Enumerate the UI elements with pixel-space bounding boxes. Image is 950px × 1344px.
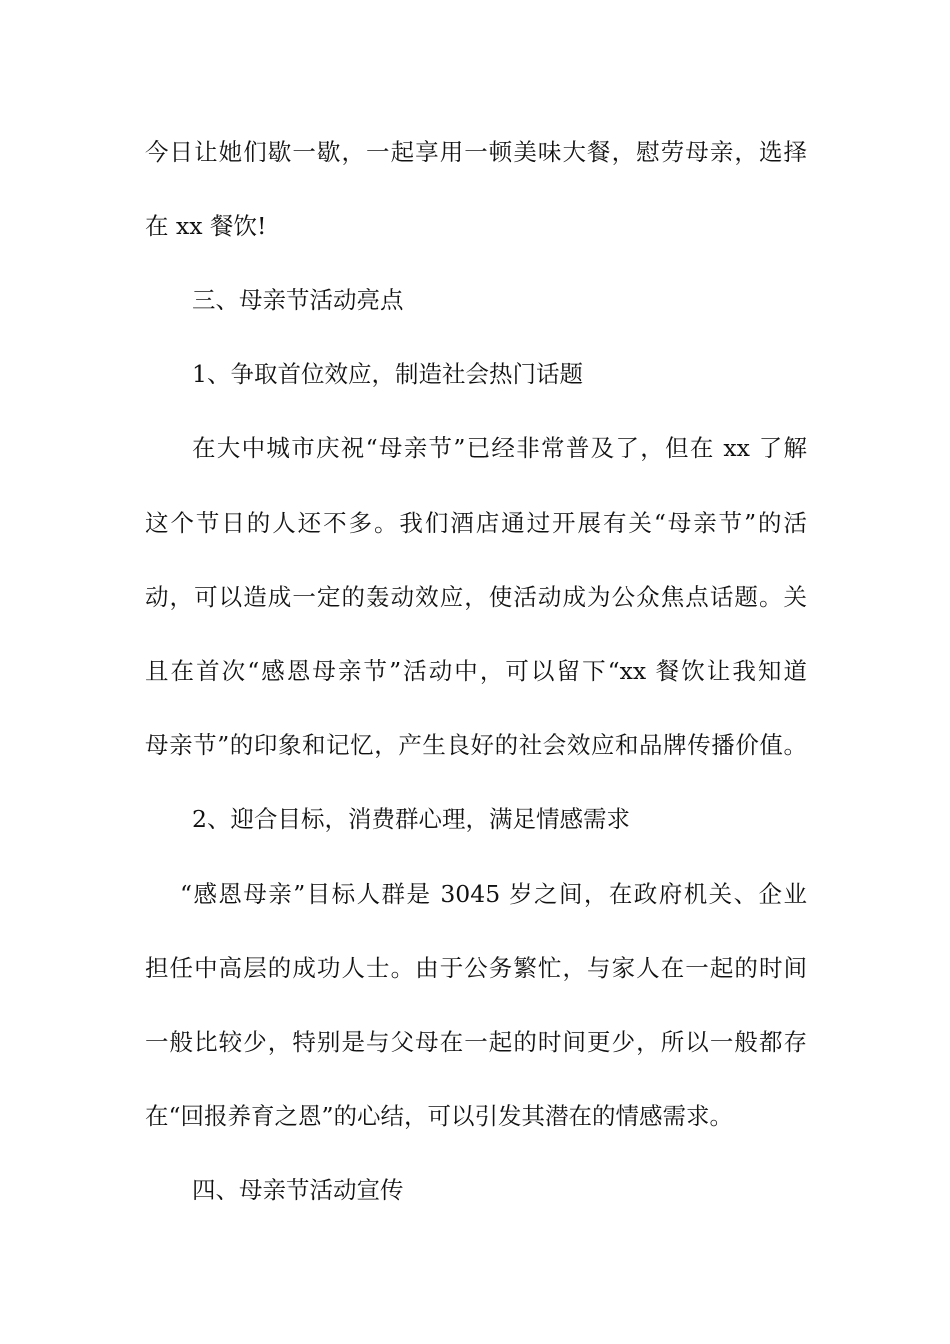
section-heading: 三、母亲节活动亮点 — [192, 286, 404, 314]
paragraph-line: 在 xx 餐饮! — [145, 212, 267, 240]
paragraph-line: 今日让她们歇一歇，一起享用一顿美味大餐，慰劳母亲，选择 — [145, 138, 807, 166]
subsection-heading: 1、争取首位效应，制造社会热门话题 — [192, 360, 583, 388]
subsection-heading: 2、迎合目标，消费群心理，满足情感需求 — [192, 805, 630, 833]
paragraph-line: 母亲节”的印象和记忆，产生良好的社会效应和品牌传播价值。 — [145, 731, 807, 759]
paragraph-line: 动，可以造成一定的轰动效应，使活动成为公众焦点话题。关 — [145, 583, 807, 611]
paragraph-line: 在大中城市庆祝“母亲节”已经非常普及了，但在 xx 了解 — [192, 434, 807, 462]
paragraph-line: 这个节日的人还不多。我们酒店通过开展有关“母亲节”的活 — [145, 509, 807, 537]
paragraph-line: “感恩母亲”目标人群是 3045 岁之间，在政府机关、企业 — [180, 880, 807, 908]
paragraph-line: 且在首次“感恩母亲节”活动中，可以留下“xx 餐饮让我知道 — [145, 657, 807, 685]
paragraph-line: 担任中高层的成功人士。由于公务繁忙，与家人在一起的时间 — [145, 954, 807, 982]
paragraph-line: 在“回报养育之恩”的心结，可以引发其潜在的情感需求。 — [145, 1102, 734, 1130]
section-heading: 四、母亲节活动宣传 — [192, 1176, 404, 1204]
paragraph-line: 一般比较少，特别是与父母在一起的时间更少，所以一般都存 — [145, 1028, 807, 1056]
